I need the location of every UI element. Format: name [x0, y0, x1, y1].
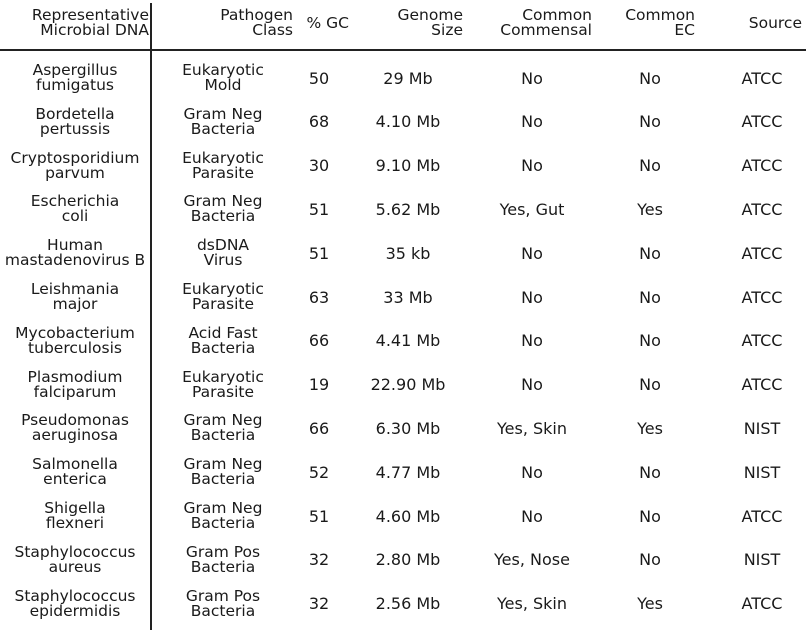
text-line: No: [521, 68, 543, 88]
text-line: 4.60 Mb: [375, 506, 441, 526]
header-common-commensal: [472, 6, 592, 40]
ec-cell: [605, 367, 695, 403]
text-line: 66: [308, 331, 330, 351]
ec-cell: [605, 191, 695, 227]
text-line: Yes, Skin: [496, 594, 567, 614]
gc-cell: [289, 586, 349, 622]
commensal-cell: [472, 367, 592, 403]
pathogen-class-cell: [153, 191, 293, 227]
organism-cell: [1, 104, 149, 140]
text-line: Yes: [637, 199, 663, 219]
source-cell: [722, 104, 802, 140]
text-line: epidermidis: [29, 601, 121, 620]
text-line: aureus: [48, 557, 102, 576]
text-line: ATCC: [741, 112, 783, 132]
text-line: Acid Fast: [188, 323, 258, 342]
pathogen-class-cell: [153, 586, 293, 622]
source-cell: [722, 148, 802, 184]
text-line: Escherichia: [30, 192, 120, 211]
text-line: Yes: [637, 418, 663, 438]
text-line: ATCC: [741, 199, 783, 219]
text-line: ATCC: [741, 68, 783, 88]
gc-cell: [289, 542, 349, 578]
gc-cell: [289, 454, 349, 490]
text-line: Yes, Gut: [499, 199, 565, 219]
text-line: No: [639, 550, 661, 570]
text-line: 5.62 Mb: [375, 199, 441, 219]
text-line: Parasite: [191, 295, 254, 313]
text-line: No: [639, 68, 661, 88]
commensal-cell: [472, 323, 592, 359]
pathogen-class-cell: [153, 323, 293, 359]
gc-cell: [289, 498, 349, 534]
text-line: 63: [308, 287, 330, 307]
source-cell: [722, 367, 802, 403]
genome-size-cell: [353, 279, 463, 315]
text-line: Aspergillus: [32, 61, 118, 79]
ec-cell: [605, 104, 695, 140]
source-cell: [722, 498, 802, 534]
text-line: No: [521, 375, 543, 395]
text-line: 32: [308, 550, 330, 570]
organism-cell: [1, 586, 149, 622]
ec-cell: [605, 60, 695, 96]
source-cell: [722, 586, 802, 622]
text-line: Bacteria: [190, 426, 256, 445]
commensal-cell: [472, 498, 592, 534]
text-line: Staphylococcus: [14, 542, 136, 561]
text-line: 4.10 Mb: [375, 112, 441, 132]
text-line: No: [639, 331, 661, 351]
organism-cell: [1, 323, 149, 359]
commensal-cell: [472, 148, 592, 184]
text-line: Eukaryotic: [182, 367, 264, 386]
ec-cell: [605, 454, 695, 490]
header-genome-size: [353, 6, 463, 40]
text-line: Mycobacterium: [15, 323, 135, 342]
text-line: ATCC: [741, 156, 783, 176]
text-line: 32: [308, 594, 330, 614]
text-line: Salmonella: [32, 455, 118, 474]
gc-cell: [289, 367, 349, 403]
text-line: No: [639, 506, 661, 526]
text-line: NIST: [743, 418, 781, 438]
text-line: No: [521, 112, 543, 132]
pathogen-class-cell: [153, 542, 293, 578]
text-line: Eukaryotic: [182, 148, 264, 167]
text-line: 50: [308, 68, 330, 88]
commensal-cell: [472, 60, 592, 96]
text-line: 30: [308, 156, 330, 176]
text-line: ATCC: [741, 243, 783, 263]
text-line: ATCC: [741, 287, 783, 307]
genome-size-cell: [353, 148, 463, 184]
text-line: 22.90 Mb: [370, 375, 446, 395]
text-line: major: [52, 295, 98, 313]
text-line: % GC: [306, 13, 349, 32]
text-line: Yes: [637, 594, 663, 614]
organism-cell: [1, 60, 149, 96]
organism-cell: [1, 367, 149, 403]
text-line: Virus: [203, 251, 243, 270]
text-line: No: [521, 331, 543, 351]
ec-cell: [605, 586, 695, 622]
text-line: Gram Neg: [183, 411, 263, 430]
text-line: Common: [522, 6, 592, 24]
text-line: No: [521, 506, 543, 526]
text-line: No: [521, 287, 543, 307]
genome-size-cell: [353, 323, 463, 359]
commensal-cell: [472, 454, 592, 490]
text-line: tuberculosis: [28, 338, 122, 357]
genome-size-cell: [353, 367, 463, 403]
header-source: [722, 6, 802, 40]
text-line: Bacteria: [190, 557, 256, 576]
text-line: Human: [47, 236, 103, 255]
text-line: Leishmania: [30, 280, 120, 298]
pathogen-class-cell: [153, 104, 293, 140]
text-line: Class: [252, 21, 293, 39]
gc-cell: [289, 148, 349, 184]
organism-cell: [1, 148, 149, 184]
pathogen-class-cell: [153, 410, 293, 446]
text-line: Bacteria: [190, 601, 256, 620]
text-line: flexneri: [45, 514, 105, 532]
text-line: EC: [674, 21, 695, 39]
genome-size-cell: [353, 235, 463, 271]
pathogen-class-cell: [153, 454, 293, 490]
pathogen-class-cell: [153, 367, 293, 403]
text-line: Bacteria: [190, 470, 256, 489]
source-cell: [722, 235, 802, 271]
text-line: ATCC: [741, 506, 783, 526]
text-line: aeruginosa: [31, 426, 119, 445]
gc-cell: [289, 60, 349, 96]
column-divider: [150, 3, 152, 630]
pathogen-class-cell: [153, 60, 293, 96]
genome-size-cell: [353, 410, 463, 446]
gc-cell: [289, 191, 349, 227]
organism-cell: [1, 542, 149, 578]
text-line: falciparum: [33, 382, 117, 401]
ec-cell: [605, 410, 695, 446]
text-line: No: [639, 287, 661, 307]
genome-size-cell: [353, 454, 463, 490]
text-line: Eukaryotic: [182, 61, 264, 79]
ec-cell: [605, 279, 695, 315]
commensal-cell: [472, 104, 592, 140]
commensal-cell: [472, 191, 592, 227]
header-gc: [289, 6, 349, 40]
genome-size-cell: [353, 498, 463, 534]
text-line: Bacteria: [190, 207, 256, 226]
text-line: 2.80 Mb: [375, 550, 441, 570]
text-line: Source: [748, 13, 802, 32]
text-line: ATCC: [741, 331, 783, 351]
text-line: No: [639, 375, 661, 395]
source-cell: [722, 323, 802, 359]
organism-cell: [1, 410, 149, 446]
text-line: Parasite: [191, 163, 254, 182]
text-line: 29 Mb: [383, 68, 433, 88]
text-line: Yes, Nose: [494, 550, 570, 570]
text-line: Gram Neg: [183, 104, 263, 123]
text-line: fumigatus: [36, 76, 114, 94]
text-line: No: [521, 156, 543, 176]
ec-cell: [605, 498, 695, 534]
source-cell: [722, 60, 802, 96]
text-line: coli: [61, 207, 89, 226]
text-line: 51: [308, 199, 330, 219]
genome-size-cell: [353, 104, 463, 140]
text-line: 9.10 Mb: [375, 156, 441, 176]
pathogen-class-cell: [153, 148, 293, 184]
text-line: Plasmodium: [27, 367, 123, 386]
text-line: 4.77 Mb: [375, 462, 441, 482]
source-cell: [722, 279, 802, 315]
gc-cell: [289, 410, 349, 446]
text-line: ATCC: [741, 594, 783, 614]
text-line: Pseudomonas: [21, 411, 129, 430]
text-line: mastadenovirus B: [4, 251, 146, 270]
organism-cell: [1, 235, 149, 271]
commensal-cell: [472, 586, 592, 622]
source-cell: [722, 454, 802, 490]
genome-size-cell: [353, 542, 463, 578]
gc-cell: [289, 323, 349, 359]
header-divider: [0, 49, 806, 51]
commensal-cell: [472, 279, 592, 315]
text-line: Gram Pos: [185, 542, 261, 561]
text-line: No: [521, 462, 543, 482]
pathogen-class-cell: [153, 279, 293, 315]
text-line: Genome: [397, 6, 463, 24]
text-line: Bacteria: [190, 514, 256, 532]
text-line: No: [521, 243, 543, 263]
text-line: 6.30 Mb: [375, 418, 441, 438]
text-line: 51: [308, 506, 330, 526]
text-line: ATCC: [741, 375, 783, 395]
text-line: Representative: [31, 6, 149, 24]
commensal-cell: [472, 410, 592, 446]
text-line: Size: [431, 21, 463, 39]
text-line: enterica: [43, 470, 107, 489]
text-line: Mold: [204, 76, 242, 94]
text-line: parvum: [45, 163, 105, 182]
text-line: No: [639, 112, 661, 132]
source-cell: [722, 410, 802, 446]
text-line: Common: [625, 6, 695, 24]
text-line: Commensal: [500, 21, 592, 39]
text-line: No: [639, 243, 661, 263]
ec-cell: [605, 148, 695, 184]
ec-cell: [605, 542, 695, 578]
text-line: 52: [308, 462, 330, 482]
genome-size-cell: [353, 191, 463, 227]
text-line: 66: [308, 418, 330, 438]
text-line: Bacteria: [190, 338, 256, 357]
commensal-cell: [472, 542, 592, 578]
text-line: dsDNA: [196, 236, 250, 255]
text-line: No: [639, 462, 661, 482]
pathogen-class-cell: [153, 498, 293, 534]
text-line: Shigella: [44, 499, 106, 517]
text-line: No: [639, 156, 661, 176]
text-line: Gram Neg: [183, 499, 263, 517]
text-line: Yes, Skin: [496, 418, 567, 438]
ec-cell: [605, 323, 695, 359]
text-line: 33 Mb: [383, 287, 433, 307]
text-line: Pathogen: [220, 6, 293, 24]
text-line: 2.56 Mb: [375, 594, 441, 614]
organism-cell: [1, 454, 149, 490]
text-line: pertussis: [39, 119, 111, 138]
text-line: 35 kb: [385, 243, 431, 263]
text-line: 19: [308, 375, 330, 395]
text-line: NIST: [743, 550, 781, 570]
text-line: Eukaryotic: [182, 280, 264, 298]
ec-cell: [605, 235, 695, 271]
commensal-cell: [472, 235, 592, 271]
text-line: Parasite: [191, 382, 254, 401]
organism-cell: [1, 191, 149, 227]
text-line: 51: [308, 243, 330, 263]
source-cell: [722, 542, 802, 578]
text-line: 4.41 Mb: [375, 331, 441, 351]
header-microbial-dna: [1, 6, 149, 40]
organism-cell: [1, 498, 149, 534]
text-line: Microbial DNA: [40, 21, 149, 39]
pathogen-class-cell: [153, 235, 293, 271]
genome-size-cell: [353, 60, 463, 96]
genome-size-cell: [353, 586, 463, 622]
source-cell: [722, 191, 802, 227]
text-line: Cryptosporidium: [10, 148, 140, 167]
text-line: 68: [308, 112, 330, 132]
organism-cell: [1, 279, 149, 315]
text-line: Bacteria: [190, 119, 256, 138]
text-line: Gram Neg: [183, 192, 263, 211]
gc-cell: [289, 235, 349, 271]
text-line: Staphylococcus: [14, 586, 136, 605]
text-line: Gram Neg: [183, 455, 263, 474]
gc-cell: [289, 279, 349, 315]
header-common-ec: [605, 6, 695, 40]
text-line: Gram Pos: [185, 586, 261, 605]
text-line: NIST: [743, 462, 781, 482]
text-line: Bordetella: [35, 104, 115, 123]
header-pathogen-class: [153, 6, 293, 40]
gc-cell: [289, 104, 349, 140]
